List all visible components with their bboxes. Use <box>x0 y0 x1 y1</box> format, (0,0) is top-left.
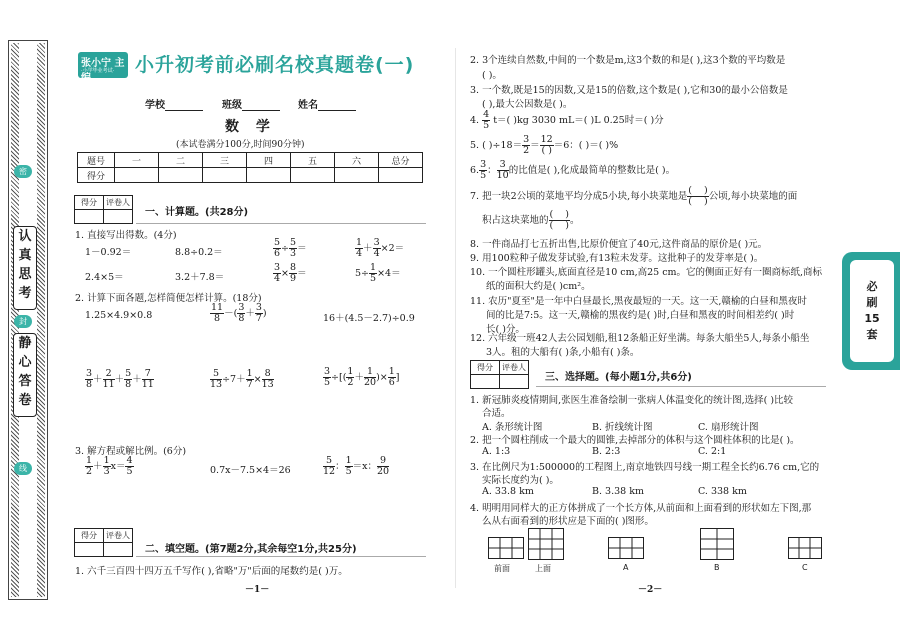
fill-q7-line1: 7. 把一块2公顷的菜地平均分成5小块,每小块菜地是 $\frac{( )}{( )}$ 公顷,每小块菜地的面 <box>470 185 798 207</box>
calc-q2-e: $\frac{5}{13}$ ÷7＋ $\frac{1}{7}$ × $\frac{8}{13}$ <box>210 368 274 390</box>
choice-q1-opt-c: C. 扇形统计图 <box>698 422 759 433</box>
seal-renzhen: 认 真 思 考 <box>13 226 37 310</box>
badge-mi: 密 <box>14 165 32 178</box>
section2-title: 二、填空题。(第7题2分,其余每空1分,共25分) <box>145 544 357 555</box>
page-divider <box>455 48 456 588</box>
choice-q3-opt-c: C. 338 km <box>698 486 747 497</box>
section3-rule <box>536 386 826 387</box>
calc-q1-item7: $\frac{3}{4}$ × $\frac{8}{9}$ ＝ <box>274 262 307 284</box>
fill-q6: 6. $\frac{3}{5}$ ： $\frac{3}{10}$ 的比值是( ),化成最简单的整数比是( )。 <box>470 159 676 181</box>
seal-jingxin: 静 心 答 卷 <box>13 333 37 417</box>
choice-q2-opt-c: C. 2:1 <box>698 446 727 457</box>
grader-box-sec1: 得分 评卷人 <box>74 195 133 224</box>
choice-q1-opt-a: A. 条形统计图 <box>482 422 543 433</box>
calc-q3-title: 3. 解方程或解比例。(6分) <box>75 446 187 457</box>
choice-q3-line1: 3. 在比例尺为1:500000的工程图上,南京地铁四号线一期工程全长约6.76 cm,它的 <box>470 462 820 473</box>
fill-q10-line2: 纸的面积大约是( )cm²。 <box>486 281 591 292</box>
shape-label-b: B <box>714 563 720 572</box>
exam-note: (本试卷满分100分,时间90分钟) <box>176 140 305 150</box>
calc-q1-title: 1. 直接写出得数。(4分) <box>75 230 177 241</box>
subject-title: 数 学 <box>225 119 276 135</box>
calc-q2-a: 1.25×4.9×0.8 <box>85 310 153 321</box>
choice-q2-opt-a: A. 1:3 <box>482 446 511 457</box>
fill-q8: 8. 一件商品打七五折出售,比原价便宜了40元,这件商品的原价是( )元。 <box>470 239 768 250</box>
choice-q1-opt-b: B. 折线统计图 <box>592 422 653 433</box>
calc-q2-title: 2. 计算下面各题,怎样简便怎样计算。(18分) <box>75 293 262 304</box>
binding-hatch-right <box>37 43 45 597</box>
shape-option-a <box>608 537 644 559</box>
score-table-header-row: 题号 一 二 三 四 五 六 总分 <box>78 153 423 168</box>
badge-feng: 封 <box>14 315 32 328</box>
calc-q1-item1: 1－0.92＝ <box>85 247 132 258</box>
score-table-score-row: 得分 <box>78 168 423 183</box>
choice-q3-opt-a: A. 33.8 km <box>482 486 534 497</box>
fill-q3-line1: 3. 一个数,既是15的因数,又是15的倍数,这个数是( ),它和30的最小公倍数是 <box>470 85 788 96</box>
section2-rule <box>136 556 426 557</box>
side-tab: 必 刷 15 套 <box>842 252 900 370</box>
choice-q4-line2: 么从右面看到的形状应是下面的( )图形。 <box>482 516 654 527</box>
badge-xian: 线 <box>14 462 32 475</box>
calc-q3-b: 0.7x－7.5×4＝26 <box>210 465 291 476</box>
fill-q9: 9. 用100粒种子做发芽试验,有13粒未发芽。这批种子的发芽率是( )。 <box>470 253 764 264</box>
fill-q11-line3: 长( )分。 <box>486 324 525 335</box>
choice-q1-line2: 合适。 <box>482 408 511 419</box>
fill-q3-line2: ( ),最大公因数是( )。 <box>482 99 573 110</box>
calc-q3-c: $\frac{5}{12}$ ： $\frac{1}{5}$ ＝x： $\frac{9}{20}$ <box>323 455 390 477</box>
shape-option-c <box>788 537 822 559</box>
shape-label-top: 上面 <box>535 564 551 573</box>
fill-q5: 5. ( )÷18＝ $\frac{3}{2}$ ＝ $\frac{12}{( )}$ ＝6：( )＝( )% <box>470 134 619 156</box>
school-field: 学校 <box>145 96 203 111</box>
calc-q2-b: $\frac{11}{8}$ －( $\frac{3}{8}$ ＋ $\frac{3}{7}$ ) <box>211 302 267 324</box>
fill-q11-line2: 间的比是7:5。这一天,赣榆的黑夜约是( )时,白昼和黑夜的时间相差约( )时 <box>486 310 795 321</box>
shape-option-b <box>700 528 734 560</box>
name-field: 姓名 <box>298 96 356 111</box>
choice-q1-line1: 1. 新冠肺炎疫情期间,张医生准备绘制一张病人体温变化的统计图,选择( )比较 <box>470 395 794 406</box>
calc-q3-a: $\frac{1}{2}$ ＋ $\frac{1}{3}$ x＝ $\frac{4}{5}$ <box>86 455 133 477</box>
calc-q1-item3: $\frac{5}{6}$ ÷ $\frac{5}{3}$ ＝ <box>274 237 307 259</box>
section1-title: 一、计算题。(共28分) <box>145 207 249 218</box>
fill-q2-line1: 2. 3个连续自然数,中间的一个数是m,这3个数的和是( ),这3个数的平均数是 <box>470 55 786 66</box>
fill-q12-line2: 3人。租的大船有( )条,小船有( )条。 <box>486 347 640 358</box>
choice-q3-opt-b: B. 3.38 km <box>592 486 644 497</box>
grader-box-sec2: 得分 评卷人 <box>74 528 133 557</box>
calc-q1-item8: 5÷ $\frac{1}{5}$ ×4＝ <box>355 262 401 284</box>
fill-q12-line1: 12. 六年级一班42人去公园划船,租12条船正好坐满。每条大船坐5人,每条小船坐 <box>470 333 810 344</box>
fill-q2-line2: ( )。 <box>482 70 502 81</box>
shape-top-view <box>528 528 564 560</box>
page-number-2: －2－ <box>638 585 663 595</box>
choice-q2-opt-b: B. 2:3 <box>592 446 621 457</box>
class-field: 班级 <box>222 96 280 111</box>
fill-q7-line2: 积占这块菜地的 $\frac{( )}{( )}$ 。 <box>482 209 580 231</box>
section3-title: 三、选择题。(每小题1分,共6分) <box>545 372 692 383</box>
calc-q2-c: 16＋(4.5－2.7)÷0.9 <box>323 313 415 324</box>
shape-label-front: 前面 <box>494 564 510 573</box>
fill-q10-line1: 10. 一个圆柱形罐头,底面直径是10 cm,高25 cm。它的侧面正好有一圈商标纸,商标 <box>470 267 823 278</box>
calc-q1-item2: 8.8÷0.2＝ <box>175 247 223 258</box>
calc-q1-item5: 2.4×5＝ <box>85 272 124 283</box>
section1-rule <box>136 223 426 224</box>
choice-q4-line1: 4. 明明用同样大的正方体拼成了一个长方体,从前面和上面看到的形状如左下图,那 <box>470 503 812 514</box>
page-number-1: －1－ <box>245 585 270 595</box>
calc-q1-item6: 3.2＋7.8＝ <box>175 272 225 283</box>
score-table <box>77 152 423 183</box>
publisher-logo: 张小宁 主编 ·小学毕业考试· <box>78 52 128 78</box>
shape-label-a: A <box>623 563 629 572</box>
calc-q1-item4: $\frac{1}{4}$ ＋ $\frac{3}{4}$ ×2＝ <box>356 237 405 259</box>
shape-label-c: C <box>802 563 808 572</box>
fill-q1: 1. 六千三百四十四万五千写作( ),省略"万"后面的尾数约是( )万。 <box>75 566 348 577</box>
choice-q3-line2: 实际长度约为( )。 <box>482 475 559 486</box>
calc-q2-d: $\frac{3}{8}$ ＋ $\frac{2}{11}$ ＋ $\frac{5}{8}$ ＋ $\frac{7}{11}$ <box>86 368 154 390</box>
fill-q11-line1: 11. 农历"夏至"是一年中白昼最长,黑夜最短的一天。这一天,赣榆的白昼和黑夜时 <box>470 296 807 307</box>
grader-box-sec3: 得分 评卷人 <box>470 360 529 389</box>
fill-q4: 4. $\frac{4}{5}$ t＝( )kg 3030 mL＝( )L 0.25时＝( )分 <box>470 109 664 131</box>
shape-front-view <box>488 537 524 559</box>
choice-q2: 2. 把一个圆柱削成一个最大的圆锥,去掉部分的体积与这个圆柱体积的比是( )。 <box>470 435 800 446</box>
page-title: 小升初考前必刷名校真题卷(一) <box>135 54 415 76</box>
calc-q2-f: $\frac{3}{5}$ ÷[( $\frac{1}{2}$ ＋ $\frac{1}{20}$ )× $\frac{1}{6}$ ] <box>324 366 400 388</box>
